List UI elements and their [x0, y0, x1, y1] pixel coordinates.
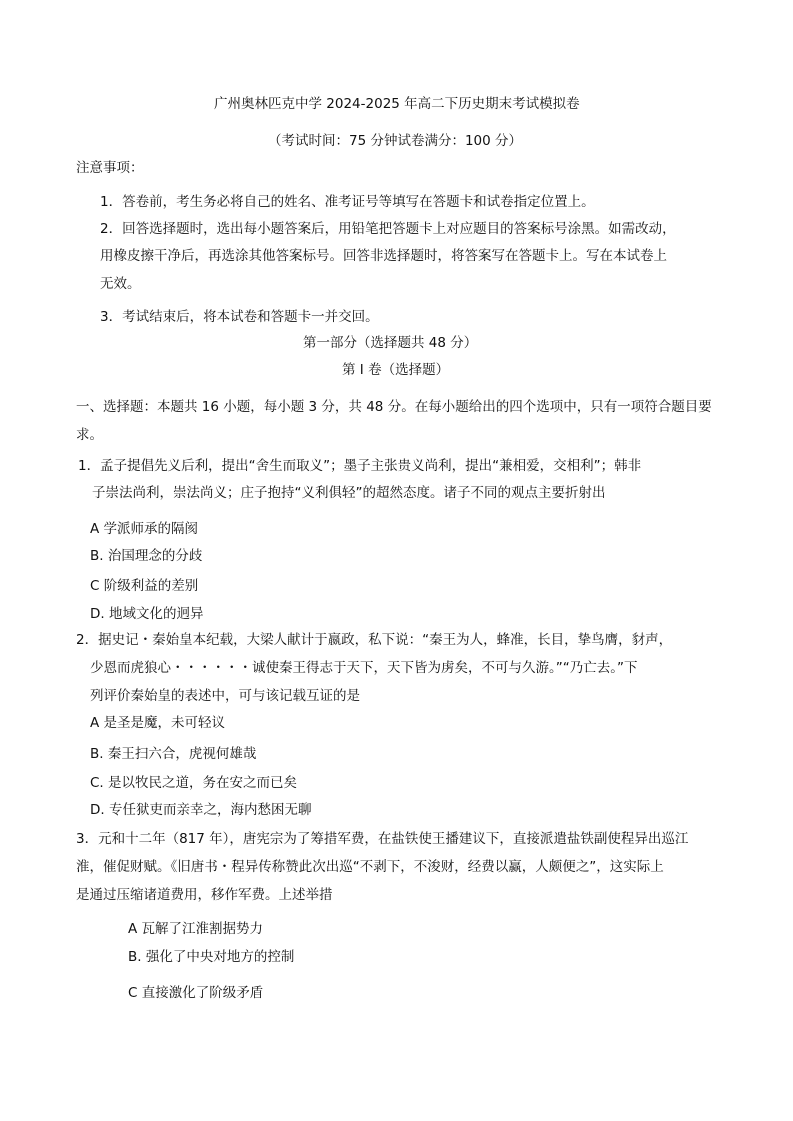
exam-title: 广州奥林匹克中学 2024-2025 年高二下历史期末考试模拟卷 [214, 96, 580, 112]
question-2-option-c[interactable]: C. 是以牧民之道，务在安之而已矣 [90, 775, 298, 791]
question-3-option-b[interactable]: B. 强化了中央对地方的控制 [128, 949, 295, 965]
question-3-line-2: 淮，催促财赋。《旧唐书・程异传称赞此次出巡“不剥下，不浚财，经费以赢，人颇便之”，这实际上 [76, 859, 664, 875]
section-instructions-line-1: 一、选择题：本题共 16 小题，每小题 3 分，共 48 分。在每小题给出的四个选项中，只有一项符合题目要 [76, 399, 712, 415]
section-instructions-line-2: 求。 [76, 427, 103, 443]
question-3-line-1: 3．元和十二年（817 年），唐宪宗为了筹措军费，在盐铁使王播建议下，直接派遣盐铁副使程异出巡江 [76, 831, 689, 847]
note-item-2-line-2: 用橡皮擦干净后，再选涂其他答案标号。回答非选择题时，将答案写在答题卡上。写在本试卷上 [100, 248, 667, 264]
question-2-option-a[interactable]: A 是圣是魔，未可轻议 [90, 715, 226, 731]
part-heading: 第一部分（选择题共 48 分） [303, 335, 478, 351]
question-2-option-b[interactable]: B. 秦王扫六合，虎视何雄哉 [90, 746, 257, 762]
question-1-option-c[interactable]: C 阶级利益的差别 [90, 578, 199, 594]
volume-heading: 第 I 卷（选择题） [342, 362, 450, 378]
question-3-option-a[interactable]: A 瓦解了江淮割据势力 [128, 921, 264, 937]
question-1-option-b[interactable]: B. 治国理念的分歧 [90, 548, 203, 564]
question-2-line-1: 2．据史记・秦始皇本纪载，大梁人献计于嬴政，私下说：“秦王为人，蜂准，长目，挚鸟膺，豺声， [76, 632, 673, 648]
question-2-line-3: 列评价秦始皇的表述中，可与该记载互证的是 [90, 688, 360, 704]
note-item-1: 1．答卷前，考生务必将自己的姓名、准考证号等填写在答题卡和试卷指定位置上。 [100, 194, 595, 210]
question-3-option-c[interactable]: C 直接激化了阶级矛盾 [128, 985, 264, 1001]
question-2-line-2: 少恩而虎狼心・・・・・・诚使秦王得志于天下，天下皆为虏矣，不可与久游。”“乃亡去。”下 [90, 660, 638, 676]
note-item-2-line-1: 2．回答选择题时，选出每小题答案后，用铅笔把答题卡上对应题目的答案标号涂黑。如需改动， [100, 221, 676, 237]
question-1-line-1: 1．孟子提倡先义后利，提出“舍生而取义”；墨子主张贵义尚利，提出“兼相爱，交相利”；韩非 [78, 458, 642, 474]
notes-heading: 注意事项： [76, 160, 144, 176]
question-1-line-2: 子崇法尚利，崇法尚义；庄子抱持“义利俱轻”的超然态度。诸子不同的观点主要折射出 [92, 485, 606, 501]
exam-subtitle: （考试时间：75 分钟试卷满分：100 分） [268, 133, 523, 149]
question-1-option-d[interactable]: D. 地域文化的迥异 [90, 606, 204, 622]
note-item-2-line-3: 无效。 [100, 276, 141, 292]
note-item-3: 3．考试结束后，将本试卷和答题卡一并交回。 [100, 309, 379, 325]
question-1-option-a[interactable]: A 学派师承的隔阂 [90, 521, 199, 537]
question-2-option-d[interactable]: D. 专任狱吏而亲幸之，海内愁困无聊 [90, 802, 312, 818]
question-3-line-3: 是通过压缩诸道费用，移作军费。上述举措 [76, 887, 333, 903]
